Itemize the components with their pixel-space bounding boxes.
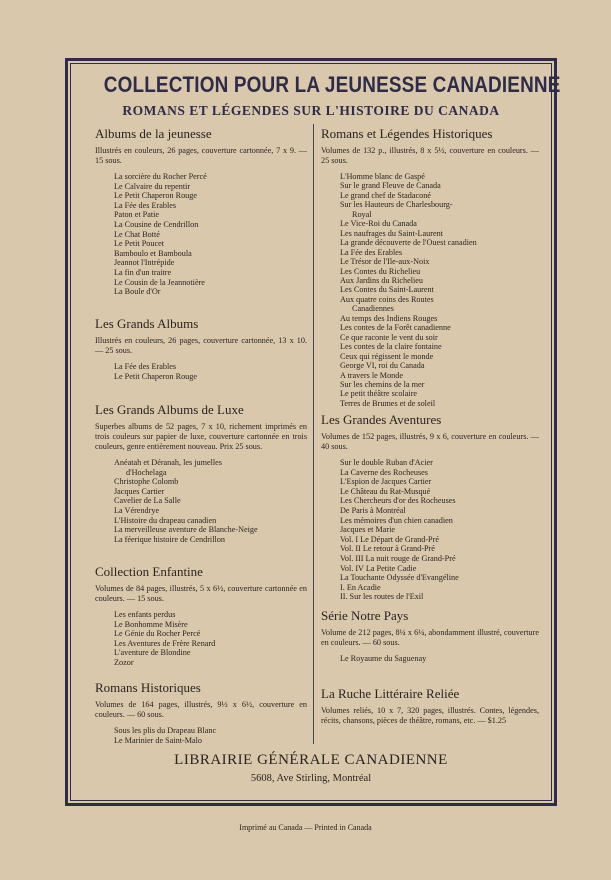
book-title: Les Contes du Richelieu [340, 266, 421, 276]
section-title: Collection Enfantine [95, 564, 203, 579]
book-title: Paton et Patie [114, 210, 160, 220]
book-title: Les mémoires d'un chien canadien [340, 515, 453, 525]
section-title: Les Grandes Aventures [321, 412, 442, 427]
imprint-line: Imprimé au Canada — Printed in Canada [239, 823, 372, 832]
book-title: Christophe Colomb [114, 477, 179, 487]
book-title: Le Marinier de Saint-Malo [114, 735, 202, 745]
page-subtitle: ROMANS ET LÉGENDES SUR L'HISTOIRE DU CANADA [122, 103, 500, 118]
title-list [321, 458, 539, 602]
book-title: La Boule d'Or [114, 287, 161, 297]
book-title: Le Génie du Rocher Percé [114, 629, 201, 639]
book-title: Vol. III La nuit rouge de Grand-Pré [340, 553, 456, 563]
section-title: Romans Historiques [95, 680, 201, 695]
book-title: L'aventure de Blondine [114, 648, 191, 658]
book-title: La Touchante Odyssée d'Evangéline [340, 573, 459, 583]
book-title: L'Histoire du drapeau canadien [114, 515, 217, 525]
book-title: Les Contes du Saint-Laurent [340, 285, 434, 295]
title-list [321, 654, 539, 664]
section-title: Romans et Légendes Historiques [321, 126, 493, 141]
title-list [95, 458, 307, 544]
catalog-section [321, 412, 539, 602]
book-title: Le Chat Botté [114, 229, 160, 239]
book-title: La sorcière du Rocher Percé [114, 172, 207, 181]
book-title: La grande découverte de l'Ouest canadien [340, 238, 477, 248]
section-title: Série Notre Pays [321, 608, 409, 623]
book-title: Royal [352, 209, 372, 219]
book-title: La Fée des Erables [114, 362, 177, 371]
column-divider [313, 124, 314, 744]
book-title: Jeannot l'Intrépide [114, 258, 175, 268]
book-title: Ce que raconte le vent du soir [340, 332, 438, 342]
section-description: Illustrés en couleurs, 26 pages, couverture cartonnée, 7 x 9. — 15 sous. [95, 146, 307, 165]
book-title: Les naufrages du Saint-Laurent [340, 228, 443, 238]
catalog-section [321, 686, 539, 732]
book-title: Le Cousin de la Jeannotière [114, 277, 205, 287]
section-description: Volumes reliés, 10 x 7, 320 pages, illustrés. Contes, légendes, récits, chansons, pièces de théâtre, romans, etc. — $1.25 [321, 706, 539, 725]
section-title: Albums de la jeunesse [95, 126, 212, 141]
page-title: COLLECTION POUR LA JEUNESSE CANADIENNE [103, 72, 561, 97]
book-title: Ceux qui régissent le monde [340, 351, 434, 361]
book-title: La Fée des Erables [340, 247, 403, 257]
book-title: Sur les Hauteurs de Charlesbourg- [340, 200, 453, 210]
catalog-section [95, 316, 307, 381]
book-title: Sur le grand Fleuve de Canada [340, 181, 441, 191]
book-title: Vol. IV La Petite Cadie [340, 563, 417, 573]
book-title: Les contes de la claire fontaine [340, 342, 442, 352]
book-title: Sur le double Ruban d'Acier [340, 458, 433, 467]
book-title: Le Bonhomme Misère [114, 619, 188, 629]
section-title: La Ruche Littéraire Reliée [321, 686, 460, 701]
section-description: Volumes de 84 pages, illustrés, 5 x 6½, couverture cartonnée en couleurs. — 15 sous. [95, 584, 307, 603]
book-title: Le Trésor de l'Ile-aux-Noix [340, 257, 430, 267]
book-title: Sous les plis du Drapeau Blanc [114, 726, 217, 735]
book-title: La Fée des Erables [114, 200, 177, 210]
book-title: La féerique histoire de Cendrillon [114, 534, 225, 544]
book-title: Au temps des Indiens Rouges [340, 313, 438, 323]
book-title: Le Petit Chaperon Rouge [114, 191, 197, 201]
book-title: Vol. I Le Départ de Grand-Pré [340, 534, 439, 544]
book-title: L'Espion de Jacques Cartier [340, 477, 432, 487]
title-list [321, 172, 539, 408]
book-title: La Cousine de Cendrillon [114, 219, 199, 229]
catalog-section [95, 126, 307, 297]
book-title: Les contes de la Forêt canadienne [340, 323, 451, 333]
publisher-address: 5608, Ave Stirling, Montréal [250, 773, 372, 784]
catalog-section [95, 564, 307, 668]
book-title: Jacques et Marie [340, 525, 396, 535]
book-title: Le Petit Poucet [114, 239, 165, 249]
section-description: Volumes de 164 pages, illustrés, 9½ x 6½, couverture en couleurs. — 60 sous. [95, 700, 307, 719]
book-title: Le Calvaire du repentir [114, 181, 191, 191]
book-title: Les Aventures de Frère Renard [114, 638, 216, 648]
catalog-section [95, 402, 307, 544]
catalog-section [321, 126, 539, 408]
section-description: Volume de 212 pages, 8¼ x 6¼, abondamment illustré, couverture en couleurs. — 60 sous. [321, 628, 539, 647]
book-title: II. Sur les routes de l'Exil [340, 592, 424, 602]
book-title: Le petit théâtre scolaire [340, 389, 418, 399]
book-title: Aux quatre coins des Routes [340, 294, 434, 304]
book-title: La Caverne des Rocheuses [340, 467, 428, 477]
book-title: La merveilleuse aventure de Blanche-Neige [114, 525, 258, 535]
publisher-name: LIBRAIRIE GÉNÉRALE CANADIENNE [174, 752, 448, 768]
book-title: Zozor [114, 657, 134, 667]
book-title: L'Homme blanc de Gaspé [340, 172, 425, 181]
book-title: La Vérendrye [114, 505, 160, 515]
section-description: Volumes de 132 p., illustrés, 8 x 5½, couverture en couleurs. — 25 sous. [321, 146, 539, 165]
book-title: Les Chercheurs d'or des Rocheuses [340, 496, 456, 506]
book-title: Le Vice-Roi du Canada [340, 219, 417, 229]
title-list [95, 362, 307, 381]
title-list [95, 610, 307, 668]
catalog-section [321, 608, 539, 664]
title-list [95, 726, 307, 745]
book-title: De Paris à Montréal [340, 505, 406, 515]
book-title: Canadiennes [352, 304, 394, 314]
book-title: Anéatah et Déranah, les jumelles [114, 458, 222, 467]
book-title: Vol. II Le retour à Grand-Pré [340, 544, 435, 554]
book-title: La fin d'un traitre [114, 267, 172, 277]
book-title: Bamboulo et Bamboula [114, 248, 192, 258]
book-title: I. En Acadie [340, 582, 381, 592]
section-description: Illustrés en couleurs, 26 pages, couverture cartonnée, 13 x 10. — 25 sous. [95, 336, 307, 355]
book-title: Le Royaume du Saguenay [340, 654, 427, 663]
section-title: Les Grands Albums [95, 316, 199, 331]
book-title: A travers le Monde [340, 370, 403, 380]
book-title: Cavelier de La Salle [114, 496, 181, 506]
catalog-section [95, 680, 307, 745]
section-description: Superbes albums de 52 pages, 7 x 10, richement imprimés en trois couleurs sur papier de luxe, couverture cartonnée en trois couleurs, genre entièrement nouveau. Prix 25 sous. [95, 422, 307, 451]
section-description: Volumes de 152 pages, illustrés, 9 x 6, couverture en couleurs. — 40 sous. [321, 432, 539, 451]
book-title: Le grand chef de Stadaconé [340, 190, 431, 200]
book-title: Sur les chemins de la mer [340, 379, 425, 389]
book-title: Terres de Brumes et de soleil [340, 398, 436, 408]
book-title: Aux Jardins du Richelieu [340, 275, 423, 285]
section-title: Les Grands Albums de Luxe [95, 402, 244, 417]
book-title: Le Château du Rat-Musqué [340, 486, 431, 496]
book-title: Les enfants perdus [114, 610, 176, 619]
book-title: d'Hochelaga [126, 467, 167, 477]
book-title: Le Petit Chaperon Rouge [114, 371, 197, 381]
book-title: George VI, roi du Canada [340, 361, 425, 371]
title-list [95, 172, 307, 297]
book-title: Jacques Cartier [114, 486, 165, 496]
